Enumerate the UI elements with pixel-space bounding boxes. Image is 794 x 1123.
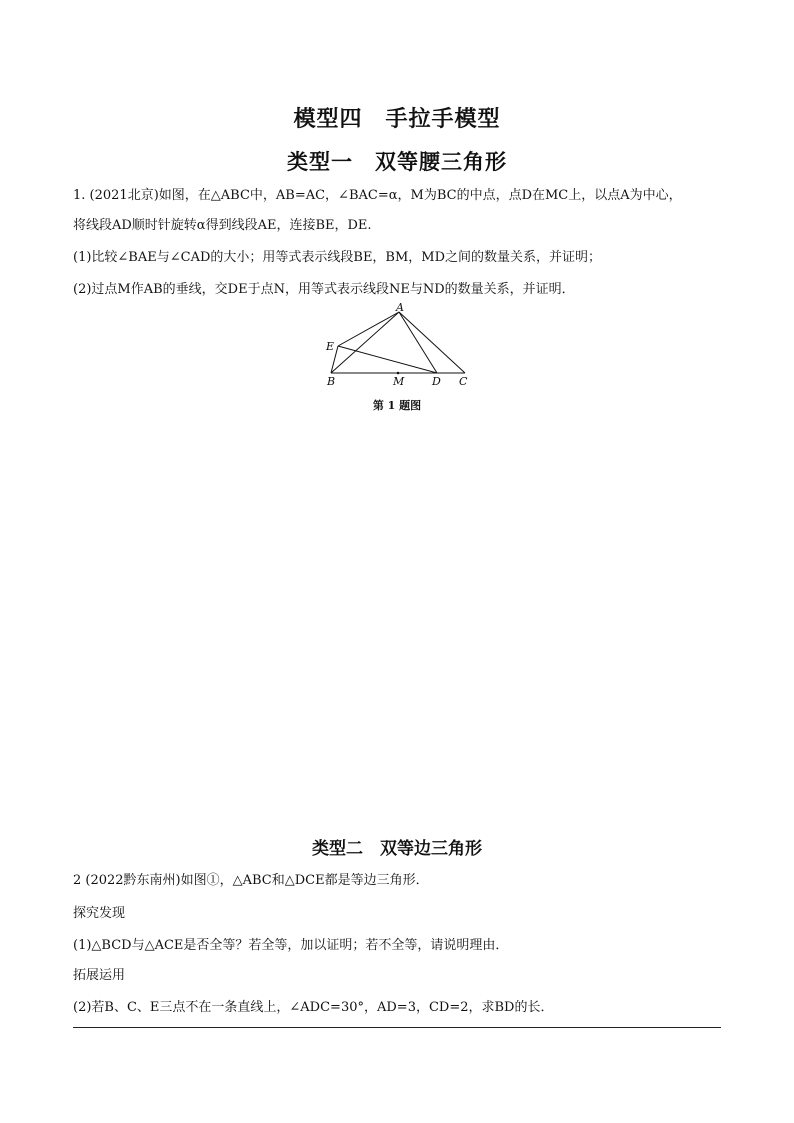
segment-ae — [338, 312, 399, 346]
label-a: A — [396, 303, 404, 314]
q1-line1: 1. (2021北京)如图，在△ABC中，AB=AC，∠BAC=α，M为BC的中点，点D在MC上，以点A为中心， — [73, 188, 682, 203]
q2-part2: (2)若B、C、E三点不在一条直线上，∠ADC=30°，AD=3，CD=2，求BD的长． — [73, 1000, 554, 1015]
bottom-divider — [73, 1027, 721, 1028]
q2-part1: (1)△BCD与△ACE是否全等？若全等，加以证明；若不全等，请说明理由． — [73, 938, 509, 953]
label-e: E — [326, 340, 335, 353]
type-one-title: 类型一 双等腰三角形 — [287, 150, 507, 174]
label-d: D — [432, 375, 441, 388]
segment-ab — [331, 312, 399, 373]
segment-ac — [399, 312, 465, 373]
q1-part2: (2)过点M作AB的垂线，交DE于点N，用等式表示线段NE与ND的数量关系，并证明． — [73, 282, 575, 297]
q2-heading-apply: 拓展运用 — [73, 968, 126, 983]
model-title: 模型四 手拉手模型 — [293, 107, 501, 132]
q1-part1: (1)比较∠BAE与∠CAD的大小；用等式表示线段BE，BM，MD之间的数量关系，并证明； — [73, 250, 602, 265]
q2-heading-explore: 探究发现 — [73, 906, 126, 921]
figure-caption: 第 1 题图 — [372, 399, 422, 412]
q1-figure — [320, 303, 480, 393]
q2-line1: 2 (2022黔东南州)如图①，△ABC和△DCE都是等边三角形． — [73, 873, 429, 888]
label-c: C — [459, 375, 468, 388]
label-b: B — [327, 375, 336, 388]
midpoint-m-dot — [397, 372, 400, 375]
q1-line2: 将线段AD顺时针旋转α得到线段AE，连接BE，DE. — [73, 218, 372, 233]
type-two-title: 类型二 双等边三角形 — [312, 839, 482, 859]
label-m: M — [393, 375, 405, 388]
